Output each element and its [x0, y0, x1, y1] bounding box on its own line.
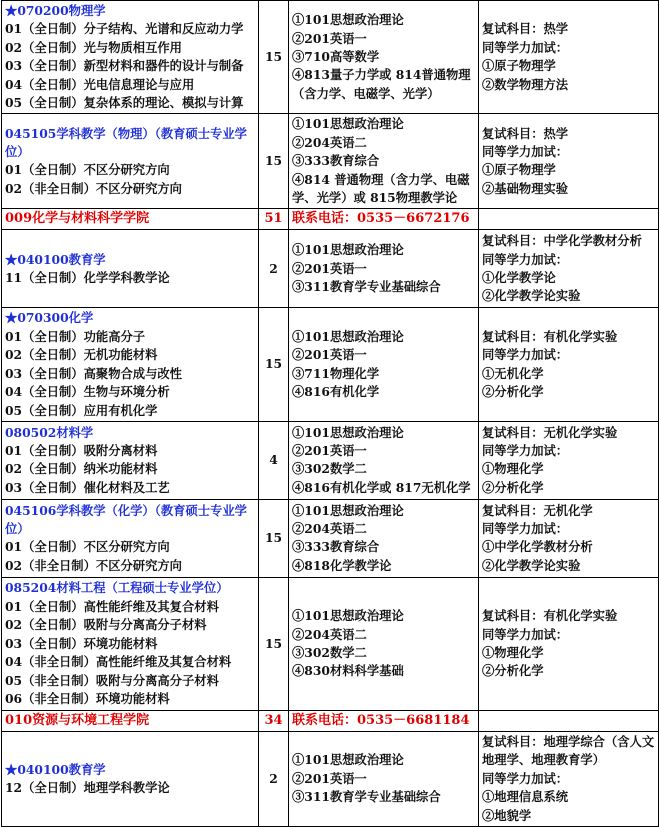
- enrollment-quota: 4: [259, 421, 289, 499]
- retest-subject: 复试科目：热学: [482, 21, 569, 37]
- enrollment-quota: 15: [259, 1, 289, 114]
- exam-subject: ①101思想政治理论: [292, 116, 404, 132]
- exam-subject: ③333教育综合: [292, 539, 380, 555]
- program-cell: [2, 308, 259, 421]
- program-row: [2, 577, 659, 710]
- exam-subject: ①101思想政治理论: [292, 328, 404, 344]
- exam-subject: ①101思想政治理论: [292, 242, 404, 258]
- program-title: [5, 251, 255, 269]
- program-cell: [2, 230, 259, 308]
- retest-subject: 复试科目：有机化学实验: [482, 608, 618, 624]
- research-direction: 04（全日制）生物与环境分析: [5, 384, 170, 400]
- research-direction: 03（全日制）环境功能材料: [5, 635, 158, 651]
- program-title: [5, 309, 255, 327]
- research-direction: 05（非全日制）吸附与分离高分子材料: [5, 672, 219, 688]
- exam-subject: ②204英语二: [292, 521, 367, 536]
- program-title: [5, 502, 255, 539]
- program-row: [2, 230, 659, 308]
- retest-subject: 同等学力加试：: [482, 144, 569, 160]
- research-direction: 02（全日制）无机功能材料: [5, 347, 158, 363]
- retest-subject: ②分析化学: [482, 663, 544, 679]
- program-row: [2, 1, 659, 114]
- retest-subject: 复试科目：地理学综合（含人文地理学、地理教育学）: [482, 733, 655, 768]
- college-header-row: [2, 710, 659, 731]
- program-row: [2, 499, 659, 577]
- program-title: [5, 424, 255, 442]
- exam-subjects-cell: [289, 499, 479, 577]
- exam-subject: ④813量子力学或 814普通物理（含力学、电磁学、光学）: [292, 67, 471, 101]
- retest-subject: 同等学力加试：: [482, 347, 569, 363]
- exam-subject: ③311教育学专业基础综合: [292, 789, 441, 805]
- retest-subjects-cell: [479, 421, 659, 499]
- research-direction: 11（全日制）化学学科教学论: [5, 269, 170, 285]
- exam-subject: ②201英语一: [292, 30, 367, 46]
- empty-cell: [479, 710, 659, 731]
- exam-subjects-cell: [289, 308, 479, 421]
- college-name: 010资源与环境工程学院: [2, 710, 259, 731]
- retest-subjects-cell: [479, 114, 659, 209]
- program-title: [5, 125, 255, 162]
- research-direction: 02（非全日制）不区分研究方向: [5, 180, 182, 196]
- retest-subjects-cell: [479, 731, 659, 826]
- retest-subject: ①中学化学教材分析: [482, 539, 593, 555]
- exam-subjects-cell: [289, 731, 479, 826]
- research-direction: 03（全日制）新型材料和器件的设计与制备: [5, 58, 244, 74]
- program-code-title: 045106学科教学（化学）（教育硕士专业学位）: [5, 502, 247, 536]
- exam-subject: ①101思想政治理论: [292, 752, 404, 768]
- exam-subject: ②204英语二: [292, 626, 367, 642]
- program-cell: [2, 114, 259, 209]
- star-icon: ★: [5, 251, 18, 267]
- exam-subjects-cell: [289, 421, 479, 499]
- retest-subject: ②化学教学论实验: [482, 288, 581, 304]
- retest-subject: ②地貌学: [482, 807, 532, 823]
- retest-subject: 复试科目：无机化学: [482, 502, 593, 518]
- program-code-title: 040100教育学: [17, 761, 106, 777]
- exam-subject: ③710高等数学: [292, 49, 380, 65]
- exam-subject: ③302数学二: [292, 644, 367, 660]
- exam-subject: ②201英语一: [292, 770, 367, 786]
- college-contact-phone: 联系电话：0535－6681184: [289, 710, 479, 731]
- program-cell: [2, 421, 259, 499]
- college-name: 009化学与材料科学学院: [2, 209, 259, 230]
- program-cell: [2, 731, 259, 826]
- retest-subject: ②分析化学: [482, 384, 544, 400]
- research-direction: 01（全日制）功能高分子: [5, 328, 146, 344]
- research-direction: 02（全日制）吸附与分离高分子材料: [5, 617, 207, 633]
- college-quota: 51: [259, 209, 289, 230]
- research-direction: 01（全日制）分子结构、光谱和反应动力学: [5, 21, 244, 37]
- exam-subject: ④830材料科学基础: [292, 663, 404, 679]
- retest-subject: 复试科目：中学化学教材分析: [482, 233, 642, 249]
- exam-subject: ③311教育学专业基础综合: [292, 279, 441, 295]
- enrollment-quota: 15: [259, 308, 289, 421]
- exam-subjects-cell: [289, 114, 479, 209]
- retest-subjects-cell: [479, 230, 659, 308]
- research-direction: 06（非全日制）环境功能材料: [5, 690, 170, 706]
- admissions-table: [1, 0, 659, 827]
- program-title: [5, 2, 255, 20]
- retest-subject: ①地理信息系统: [482, 789, 569, 805]
- research-direction: 03（全日制）高聚物合成与改性: [5, 365, 182, 381]
- exam-subject: ④818化学教学论: [292, 557, 392, 573]
- retest-subject: ①原子物理学: [482, 58, 556, 74]
- research-direction: 01（全日制）不区分研究方向: [5, 539, 170, 555]
- exam-subject: ①101思想政治理论: [292, 502, 404, 518]
- research-direction: 03（全日制）催化材料及工艺: [5, 479, 170, 495]
- exam-subjects-cell: [289, 577, 479, 710]
- research-direction: 04（全日制）光电信息理论与应用: [5, 76, 195, 92]
- star-icon: ★: [5, 761, 18, 777]
- admissions-table-body: [2, 1, 659, 827]
- exam-subject: ②201英语一: [292, 347, 367, 363]
- retest-subject: 同等学力加试：: [482, 626, 569, 642]
- retest-subject: 同等学力加试：: [482, 39, 569, 55]
- exam-subject: ②204英语二: [292, 134, 367, 150]
- program-code-title: 040100教育学: [17, 251, 106, 267]
- program-row: [2, 308, 659, 421]
- exam-subject: ③302数学二: [292, 461, 367, 477]
- retest-subject: ②数学物理方法: [482, 76, 569, 92]
- enrollment-quota: 15: [259, 499, 289, 577]
- exam-subject: ②201英语一: [292, 260, 367, 276]
- program-row: [2, 114, 659, 209]
- retest-subject: ②化学教学论实验: [482, 557, 581, 573]
- college-header-row: [2, 209, 659, 230]
- retest-subject: ②基础物理实验: [482, 180, 569, 196]
- research-direction: 01（全日制）不区分研究方向: [5, 162, 170, 178]
- exam-subject: ③711物理化学: [292, 365, 380, 381]
- retest-subjects-cell: [479, 308, 659, 421]
- exam-subject: ①101思想政治理论: [292, 608, 404, 624]
- exam-subject: ①101思想政治理论: [292, 424, 404, 440]
- retest-subjects-cell: [479, 499, 659, 577]
- retest-subject: 同等学力加试：: [482, 770, 569, 786]
- retest-subject: ①物理化学: [482, 461, 544, 477]
- research-direction: 02（全日制）光与物质相互作用: [5, 39, 182, 55]
- program-code-title: 080502材料学: [5, 424, 94, 440]
- star-icon: ★: [5, 3, 18, 18]
- exam-subject: ①101思想政治理论: [292, 12, 404, 28]
- star-icon: ★: [5, 310, 18, 326]
- retest-subjects-cell: [479, 577, 659, 710]
- retest-subject: 复试科目：有机化学实验: [482, 328, 618, 344]
- research-direction: 05（全日制）复杂体系的理论、模拟与计算: [5, 95, 244, 111]
- retest-subjects-cell: [479, 1, 659, 114]
- research-direction: 12（全日制）地理学科教学论: [5, 779, 170, 795]
- exam-subject: ④814 普通物理（含力学、电磁学、光学）或 815物理教学论: [292, 171, 470, 206]
- research-direction: 01（全日制）吸附分离材料: [5, 443, 158, 458]
- retest-subject: 同等学力加试：: [482, 251, 569, 267]
- program-row: [2, 731, 659, 826]
- retest-subject: ①物理化学: [482, 644, 544, 660]
- enrollment-quota: 15: [259, 577, 289, 710]
- research-direction: 04（非全日制）高性能纤维及其复合材料: [5, 654, 232, 670]
- research-direction: 01（全日制）高性能纤维及其复合材料: [5, 598, 219, 614]
- retest-subject: ②分析化学: [482, 479, 544, 495]
- program-code-title: 045105学科教学（物理）（教育硕士专业学位）: [5, 125, 247, 160]
- enrollment-quota: 2: [259, 731, 289, 826]
- program-cell: [2, 577, 259, 710]
- exam-subject: ②201英语一: [292, 443, 367, 458]
- program-code-title: 070300化学: [17, 310, 94, 326]
- program-title: [5, 761, 255, 779]
- empty-cell: [479, 209, 659, 230]
- program-title: [5, 579, 255, 597]
- enrollment-quota: 15: [259, 114, 289, 209]
- program-cell: [2, 499, 259, 577]
- program-code-title: 085204材料工程（工程硕士专业学位）: [5, 580, 229, 596]
- college-quota: 34: [259, 710, 289, 731]
- program-cell: [2, 1, 259, 114]
- retest-subject: 同等学力加试：: [482, 521, 569, 536]
- retest-subject: 复试科目：热学: [482, 125, 569, 141]
- retest-subject: ①无机化学: [482, 365, 544, 381]
- retest-subject: ①化学教学论: [482, 269, 556, 285]
- exam-subjects-cell: [289, 1, 479, 114]
- exam-subjects-cell: [289, 230, 479, 308]
- research-direction: 02（非全日制）不区分研究方向: [5, 557, 182, 573]
- retest-subject: 复试科目：无机化学实验: [482, 424, 618, 440]
- exam-subject: ④816有机化学: [292, 384, 380, 400]
- retest-subject: 同等学力加试：: [482, 443, 569, 458]
- exam-subject: ③333教育综合: [292, 153, 380, 169]
- enrollment-quota: 2: [259, 230, 289, 308]
- research-direction: 02（全日制）纳米功能材料: [5, 461, 158, 477]
- retest-subject: ①原子物理学: [482, 162, 556, 178]
- exam-subject: ④816有机化学或 817无机化学: [292, 479, 471, 495]
- research-direction: 05（全日制）应用有机化学: [5, 402, 158, 418]
- program-code-title: 070200物理学: [17, 3, 106, 18]
- program-row: [2, 421, 659, 499]
- college-contact-phone: 联系电话：0535－6672176: [289, 209, 479, 230]
